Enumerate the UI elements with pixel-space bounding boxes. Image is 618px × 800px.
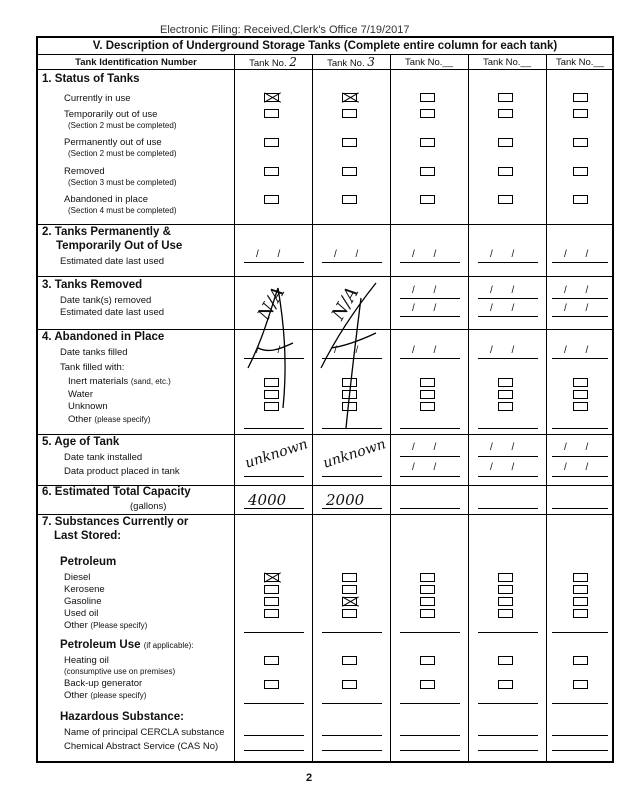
- tankc-abandoned-checkbox[interactable]: [420, 195, 435, 204]
- tank2-kerosene-checkbox[interactable]: [264, 585, 279, 594]
- underline: [478, 632, 538, 633]
- underline: [478, 508, 538, 509]
- diesel-label: Diesel: [64, 572, 91, 583]
- tank2-backup-checkbox[interactable]: [264, 680, 279, 689]
- underline: [552, 456, 608, 457]
- cercla-label: Name of principal CERCLA substance: [64, 727, 225, 738]
- underline: [322, 262, 382, 263]
- tank-col-2-heading: Tank No. 3: [312, 55, 390, 70]
- col-divider: [312, 55, 313, 761]
- date-field[interactable]: / /: [412, 442, 445, 453]
- date-field[interactable]: / /: [564, 249, 597, 260]
- underline: [552, 632, 608, 633]
- tankc-removed-checkbox[interactable]: [420, 167, 435, 176]
- underline: [322, 476, 382, 477]
- tank2-inert-checkbox[interactable]: [264, 378, 279, 387]
- tank3-na-handwriting: N/A: [327, 283, 364, 324]
- tanke-abandoned-checkbox[interactable]: [573, 195, 588, 204]
- kerosene-label: Kerosene: [64, 584, 105, 595]
- underline: [478, 316, 538, 317]
- date-filled-label: Date tanks filled: [60, 347, 128, 358]
- date-field[interactable]: / /: [564, 462, 597, 473]
- tank3-unknown-checkbox[interactable]: [342, 402, 357, 411]
- underline: [244, 508, 304, 509]
- underline: [552, 358, 608, 359]
- petroleum-heading: Petroleum: [60, 556, 117, 568]
- section-6-title: 6. Estimated Total Capacity: [42, 486, 191, 498]
- filled-with-label: Tank filled with:: [60, 362, 125, 373]
- section-divider: [38, 434, 612, 435]
- date-field[interactable]: / /: [490, 462, 523, 473]
- status-abandoned-label: Abandoned in place: [64, 194, 148, 205]
- underline: [400, 316, 460, 317]
- tankc-gasoline-checkbox[interactable]: [420, 597, 435, 606]
- underline: [400, 456, 460, 457]
- tank3-gasoline-checkbox[interactable]: [342, 597, 357, 606]
- section-5-title: 5. Age of Tank: [42, 436, 120, 448]
- tank3-heating-checkbox[interactable]: [342, 656, 357, 665]
- other-label: Other (please specify): [68, 414, 151, 425]
- page-number: 2: [305, 772, 313, 784]
- tanke-heating-checkbox[interactable]: [573, 656, 588, 665]
- tanke-backup-checkbox[interactable]: [573, 680, 588, 689]
- tank-col-5-heading: Tank No.__: [546, 55, 614, 70]
- unknown-label: Unknown: [68, 401, 108, 412]
- tank2-usedoil-checkbox[interactable]: [264, 609, 279, 618]
- form-title: V. Description of Underground Storage Tanks (Complete entire column for each tank): [38, 38, 612, 55]
- section-divider: [38, 276, 612, 277]
- underline: [552, 750, 608, 751]
- section-divider: [38, 329, 612, 330]
- date-field[interactable]: / /: [564, 345, 597, 356]
- tank3-diesel-checkbox[interactable]: [342, 573, 357, 582]
- hazardous-heading: Hazardous Substance:: [60, 711, 184, 723]
- inert-label: Inert materials (sand, etc.): [68, 376, 171, 387]
- tanke-perm-checkbox[interactable]: [573, 138, 588, 147]
- water-label: Water: [68, 389, 93, 400]
- date-field[interactable]: / /: [334, 345, 367, 356]
- tank3-perm-checkbox[interactable]: [342, 138, 357, 147]
- section-2-title: 2. Tanks Permanently &: [42, 226, 171, 238]
- status-perm-label: Permanently out of use: [64, 137, 162, 148]
- underline: [400, 428, 460, 429]
- underline: [400, 298, 460, 299]
- tankc-temp-checkbox[interactable]: [420, 109, 435, 118]
- tankd-diesel-checkbox[interactable]: [498, 573, 513, 582]
- underline: [478, 456, 538, 457]
- tank2-removed-checkbox[interactable]: [264, 167, 279, 176]
- date-field[interactable]: / /: [256, 249, 289, 260]
- tanke-gasoline-checkbox[interactable]: [573, 597, 588, 606]
- tanke-temp-checkbox[interactable]: [573, 109, 588, 118]
- tankd-kerosene-checkbox[interactable]: [498, 585, 513, 594]
- underline: [244, 632, 304, 633]
- date-field[interactable]: / /: [490, 345, 523, 356]
- underline: [244, 262, 304, 263]
- section-7-title-2: Last Stored:: [54, 530, 122, 542]
- section-4-title: 4. Abandoned in Place: [42, 331, 165, 343]
- underline: [478, 298, 538, 299]
- tankd-currently-checkbox[interactable]: [498, 93, 513, 102]
- tankc-heating-checkbox[interactable]: [420, 656, 435, 665]
- gasoline-label: Gasoline: [64, 596, 102, 607]
- heating-oil-label: Heating oil: [64, 655, 109, 666]
- tanke-removed-checkbox[interactable]: [573, 167, 588, 176]
- est-last-used-label: Estimated date last used: [60, 256, 165, 267]
- cas-label: Chemical Abstract Service (CAS No): [64, 741, 219, 752]
- date-installed-label: Date tank installed: [64, 452, 143, 463]
- tank3-inert-checkbox[interactable]: [342, 378, 357, 387]
- tank-id-heading: Tank Identification Number: [38, 55, 234, 70]
- tank3-temp-checkbox[interactable]: [342, 109, 357, 118]
- tank3-backup-checkbox[interactable]: [342, 680, 357, 689]
- tankc-kerosene-checkbox[interactable]: [420, 585, 435, 594]
- underline: [322, 750, 382, 751]
- tankd-abandoned-checkbox[interactable]: [498, 195, 513, 204]
- tank-col-1-heading: Tank No. 2: [234, 55, 312, 70]
- tanke-unknown-checkbox[interactable]: [573, 402, 588, 411]
- tank2-abandoned-checkbox[interactable]: [264, 195, 279, 204]
- underline: [400, 508, 460, 509]
- tank2-age-handwriting: unknown: [243, 436, 310, 472]
- date-field[interactable]: / /: [490, 303, 523, 314]
- col-divider: [390, 55, 391, 761]
- tanke-currently-checkbox[interactable]: [573, 93, 588, 102]
- section-divider: [38, 224, 612, 225]
- tank2-currently-checkbox[interactable]: [264, 93, 279, 102]
- used-oil-label: Used oil: [64, 608, 99, 619]
- tank2-water-checkbox[interactable]: [264, 390, 279, 399]
- underline: [478, 262, 538, 263]
- underline: [322, 703, 382, 704]
- gallons-label: (gallons): [130, 501, 167, 512]
- tank2-capacity[interactable]: 4000: [248, 491, 287, 509]
- status-abandoned-note: (Section 4 must be completed): [68, 206, 177, 215]
- underline: [478, 476, 538, 477]
- underline: [244, 750, 304, 751]
- underline: [322, 735, 382, 736]
- underline: [400, 735, 460, 736]
- petroleum-use-heading: Petroleum Use (if applicable):: [60, 639, 194, 651]
- tank2-gasoline-checkbox[interactable]: [264, 597, 279, 606]
- tankc-currently-checkbox[interactable]: [420, 93, 435, 102]
- underline: [552, 703, 608, 704]
- underline: [244, 735, 304, 736]
- underline: [322, 632, 382, 633]
- date-field[interactable]: / /: [564, 442, 597, 453]
- date-field[interactable]: / /: [412, 285, 445, 296]
- underline: [244, 428, 304, 429]
- underline: [478, 428, 538, 429]
- tankd-unknown-checkbox[interactable]: [498, 402, 513, 411]
- underline: [400, 703, 460, 704]
- underline: [552, 428, 608, 429]
- tankd-temp-checkbox[interactable]: [498, 109, 513, 118]
- underline: [244, 476, 304, 477]
- tankc-backup-checkbox[interactable]: [420, 680, 435, 689]
- date-field[interactable]: / /: [256, 345, 289, 356]
- date-field[interactable]: / /: [490, 249, 523, 260]
- tank-col-4-heading: Tank No.__: [468, 55, 546, 70]
- tankc-usedoil-checkbox[interactable]: [420, 609, 435, 618]
- underline: [322, 358, 382, 359]
- underline: [400, 358, 460, 359]
- underline: [244, 703, 304, 704]
- heating-oil-note: (consumptive use on premises): [64, 667, 176, 676]
- status-removed-note: (Section 3 must be completed): [68, 178, 177, 187]
- tank3-water-checkbox[interactable]: [342, 390, 357, 399]
- date-field[interactable]: / /: [412, 303, 445, 314]
- tanke-kerosene-checkbox[interactable]: [573, 585, 588, 594]
- date-field[interactable]: / /: [412, 345, 445, 356]
- underline: [322, 428, 382, 429]
- tank2-unknown-checkbox[interactable]: [264, 402, 279, 411]
- underline: [478, 358, 538, 359]
- date-field[interactable]: / /: [412, 462, 445, 473]
- tankc-water-checkbox[interactable]: [420, 390, 435, 399]
- tank3-currently-checkbox[interactable]: [342, 93, 357, 102]
- date-field[interactable]: / /: [564, 303, 597, 314]
- underline: [322, 508, 382, 509]
- status-perm-note: (Section 2 must be completed): [68, 149, 177, 158]
- tanke-water-checkbox[interactable]: [573, 390, 588, 399]
- underline: [478, 750, 538, 751]
- tankc-unknown-checkbox[interactable]: [420, 402, 435, 411]
- tanke-inert-checkbox[interactable]: [573, 378, 588, 387]
- tank3-capacity[interactable]: 2000: [326, 491, 365, 509]
- col-divider: [468, 55, 469, 761]
- tankd-removed-checkbox[interactable]: [498, 167, 513, 176]
- underline: [244, 358, 304, 359]
- backup-generator-label: Back-up generator: [64, 678, 143, 689]
- section-1-title: 1. Status of Tanks: [42, 73, 140, 85]
- tank2-heating-checkbox[interactable]: [264, 656, 279, 665]
- status-removed-label: Removed: [64, 166, 105, 177]
- col-divider: [546, 55, 547, 761]
- date-removed-label: Date tank(s) removed: [60, 295, 152, 306]
- date-field[interactable]: / /: [412, 249, 445, 260]
- section-7-title: 7. Substances Currently or: [42, 516, 189, 528]
- tanke-diesel-checkbox[interactable]: [573, 573, 588, 582]
- tank3-kerosene-checkbox[interactable]: [342, 585, 357, 594]
- section-divider: [38, 514, 612, 515]
- date-placed-label: Data product placed in tank: [64, 466, 180, 477]
- tank2-na-handwriting: N/A: [253, 283, 290, 324]
- tankc-perm-checkbox[interactable]: [420, 138, 435, 147]
- filing-header: Electronic Filing: Received,Clerk's Office 7/19/2017: [160, 24, 410, 36]
- tankd-usedoil-checkbox[interactable]: [498, 609, 513, 618]
- underline: [400, 750, 460, 751]
- tank-col-3-heading: Tank No.__: [390, 55, 468, 70]
- date-field[interactable]: / /: [564, 285, 597, 296]
- other-label: Other (Please specify): [64, 620, 148, 631]
- tank3-age-handwriting: unknown: [321, 436, 388, 472]
- underline: [478, 703, 538, 704]
- tankc-diesel-checkbox[interactable]: [420, 573, 435, 582]
- underline: [400, 476, 460, 477]
- underline: [552, 735, 608, 736]
- tank3-abandoned-checkbox[interactable]: [342, 195, 357, 204]
- underline: [400, 632, 460, 633]
- tankd-water-checkbox[interactable]: [498, 390, 513, 399]
- tankd-perm-checkbox[interactable]: [498, 138, 513, 147]
- other-label: Other (please specify): [64, 690, 147, 701]
- tankd-gasoline-checkbox[interactable]: [498, 597, 513, 606]
- tank3-usedoil-checkbox[interactable]: [342, 609, 357, 618]
- status-temp-label: Temporarily out of use: [64, 109, 158, 120]
- tankd-backup-checkbox[interactable]: [498, 680, 513, 689]
- tanke-usedoil-checkbox[interactable]: [573, 609, 588, 618]
- underline: [552, 298, 608, 299]
- est-last-used-label: Estimated date last used: [60, 307, 165, 318]
- col-divider: [234, 55, 235, 761]
- underline: [400, 262, 460, 263]
- tankc-inert-checkbox[interactable]: [420, 378, 435, 387]
- underline: [552, 476, 608, 477]
- tank2-diesel-checkbox[interactable]: [264, 573, 279, 582]
- tankd-inert-checkbox[interactable]: [498, 378, 513, 387]
- underline: [552, 316, 608, 317]
- tank2-perm-checkbox[interactable]: [264, 138, 279, 147]
- date-field[interactable]: / /: [490, 285, 523, 296]
- tank3-removed-checkbox[interactable]: [342, 167, 357, 176]
- date-field[interactable]: / /: [490, 442, 523, 453]
- status-temp-note: (Section 2 must be completed): [68, 121, 177, 130]
- underline: [552, 262, 608, 263]
- ust-description-form: [36, 36, 614, 763]
- date-field[interactable]: / /: [334, 249, 367, 260]
- section-3-title: 3. Tanks Removed: [42, 279, 143, 291]
- tank2-temp-checkbox[interactable]: [264, 109, 279, 118]
- status-currently-label: Currently in use: [64, 93, 131, 104]
- underline: [552, 508, 608, 509]
- underline: [478, 735, 538, 736]
- tankd-heating-checkbox[interactable]: [498, 656, 513, 665]
- section-2-title-2: Temporarily Out of Use: [56, 240, 183, 252]
